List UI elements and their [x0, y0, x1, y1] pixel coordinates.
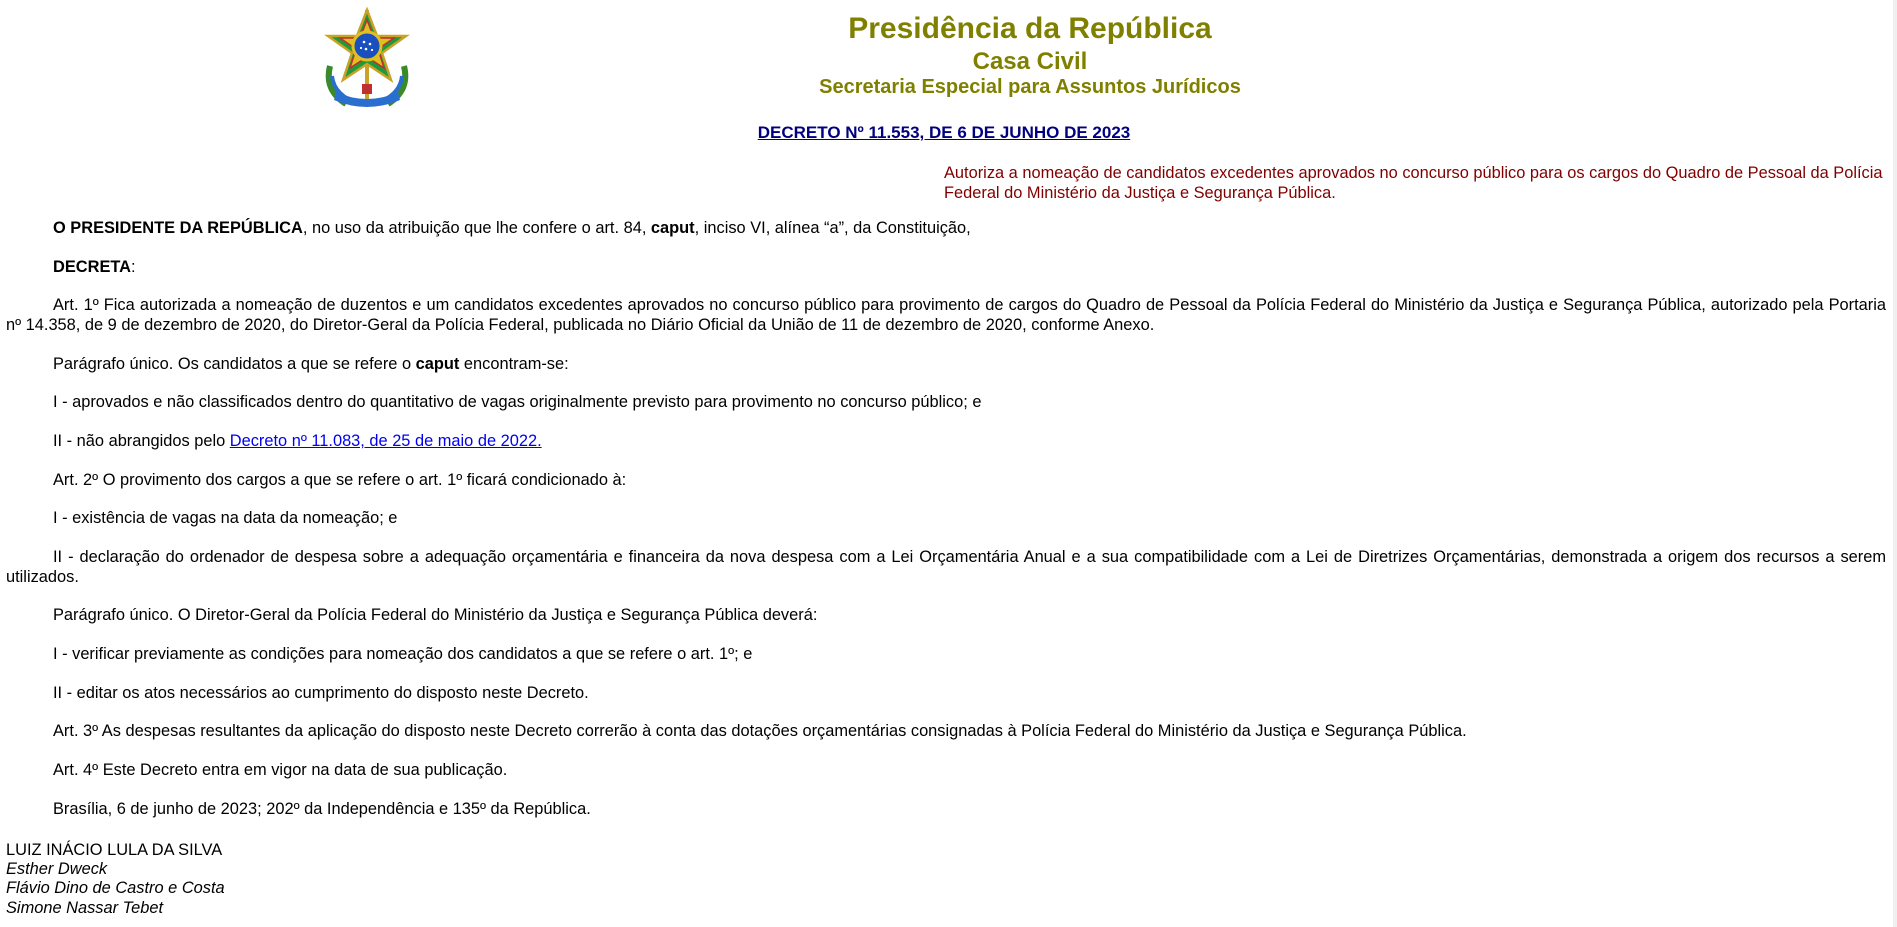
preamble-caput: caput — [650, 219, 695, 237]
article-2-item-1: I - existência de vagas na data da nomeação; e — [53, 509, 398, 528]
paragraph-caput: caput — [415, 354, 460, 373]
signature-president: LUIZ INÁCIO LULA DA SILVA — [6, 841, 223, 859]
header-casa-civil: Casa Civil — [972, 48, 1088, 75]
preamble-text: , no uso da atribuição que lhe confere o art. 84, — [302, 219, 651, 237]
preamble-text-end: , inciso VI, alínea “a”, da Constituição, — [694, 219, 971, 237]
signature-minister: Flávio Dino de Castro e Costa — [6, 879, 225, 898]
brazil-coat-of-arms-icon — [320, 6, 414, 110]
preamble-bold: O PRESIDENTE DA REPÚBLICA — [53, 219, 303, 237]
decreta — [6, 258, 1886, 278]
article-1-paragraph — [6, 355, 1886, 375]
article-2-paragraph-item-1: I - verificar previamente as condições para nomeação dos candidatos a que se refere o art. 1º; e — [53, 644, 753, 663]
article-2-paragraph: Parágrafo único. O Diretor-Geral da Polícia Federal do Ministério da Justiça e Segurança Pública deverá: — [53, 606, 818, 625]
decree-title-link[interactable]: DECRETO Nº 11.553, DE 6 DE JUNHO DE 2023 — [757, 123, 1131, 142]
decree-11083-link[interactable]: Decreto nº 11.083, de 25 de maio de 2022. — [229, 431, 542, 450]
article-1-item-1: I - aprovados e não classificados dentro do quantitativo de vagas originalmente previsto para provimento no concurso público; e — [53, 393, 982, 412]
ementa: Autoriza a nomeação de candidatos excedentes aprovados no concurso público para os cargos do Quadro de Pessoal da Polícia Federal do Ministério da Justiça e Segurança Pública. — [944, 164, 1883, 202]
decreta-bold: DECRETA — [53, 257, 132, 276]
vertical-scrollbar[interactable] — [1893, 0, 1897, 927]
decree-body — [6, 219, 1886, 838]
article-2-item-2: II - declaração do ordenador de despesa sobre a adequação orçamentária e financeira da nova despesa com a Lei Orçamentária Anual e a sua compatibilidade com a Lei de Diretrizes Orçamentárias, demonstrada a origem dos recursos a serem utilizados. — [6, 548, 1886, 586]
item-prefix: II - não abrangidos pelo — [53, 431, 230, 450]
document-header — [0, 0, 1897, 120]
header-presidencia: Presidência da República — [848, 12, 1212, 45]
closing-date: Brasília, 6 de junho de 2023; 202º da Independência e 135º da República. — [53, 799, 591, 818]
signature-minister: Esther Dweck — [6, 860, 108, 879]
article-3: Art. 3º As despesas resultantes da aplicação do disposto neste Decreto correrão à conta das dotações orçamentárias consignadas à Polícia Federal do Ministério da Justiça e Segurança Pública. — [53, 722, 1467, 741]
article-1: Art. 1º Fica autorizada a nomeação de duzentos e um candidatos excedentes aprovados no concurso público para provimento de cargos do Quadro de Pessoal da Polícia Federal do Ministério da Justiça e Segurança Pública, autorizado pela Portaria nº 14.358, de 9 de dezembro de 2020, do Diretor-Geral da Polícia Federal, publicada no Diário Oficial da União de 11 de dezembro de 2020, conforme Anexo. — [6, 296, 1886, 334]
article-1-item-2 — [6, 432, 1886, 452]
signature-minister: Simone Nassar Tebet — [6, 898, 164, 917]
preamble — [6, 219, 1886, 239]
article-2: Art. 2º O provimento dos cargos a que se refere o art. 1º ficará condicionado à: — [53, 470, 627, 489]
decreta-suffix: : — [131, 257, 136, 276]
header-secretaria: Secretaria Especial para Assuntos Jurídicos — [819, 76, 1241, 98]
paragraph-prefix: Parágrafo único. Os candidatos a que se refere o — [53, 354, 416, 373]
article-4: Art. 4º Este Decreto entra em vigor na data de sua publicação. — [53, 760, 508, 779]
signatures — [6, 841, 225, 918]
paragraph-suffix: encontram-se: — [459, 354, 569, 373]
article-2-paragraph-item-2: II - editar os atos necessários ao cumprimento do disposto neste Decreto. — [53, 683, 589, 702]
